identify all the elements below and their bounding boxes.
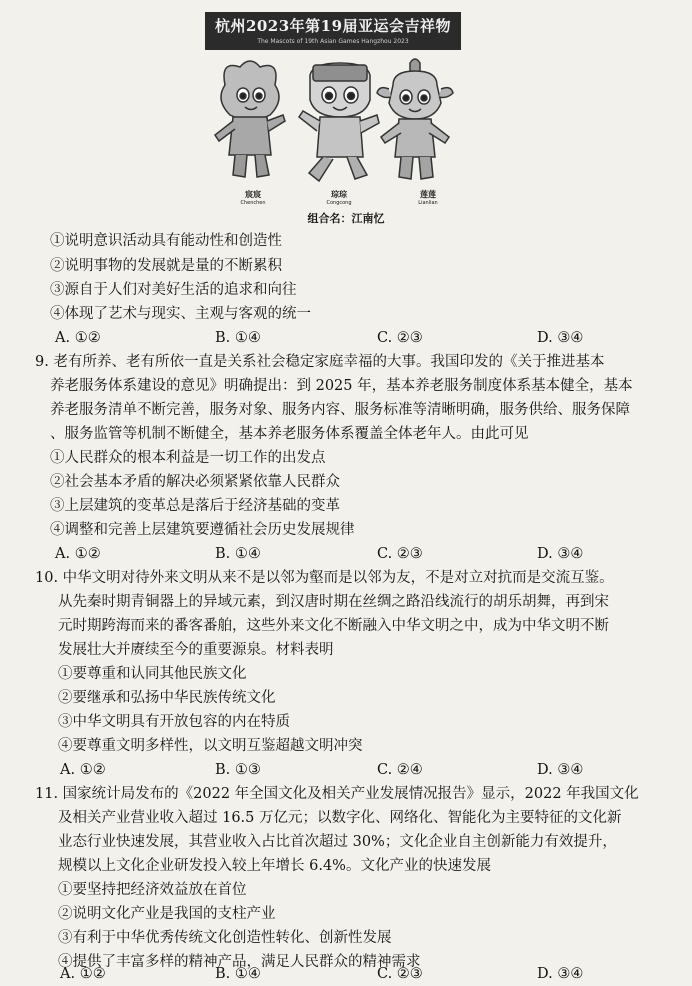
q10-statement-1: ①要尊重和认同其他民族文化	[58, 666, 247, 682]
q8-statement-4: ④体现了艺术与现实、主观与客观的统一	[50, 306, 311, 322]
q9-stem-line-2: 养老服务体系建设的意见》明确提出：到 2025 年，基本养老服务制度体系基本健全，基本	[50, 378, 633, 394]
q8-option-d: D. ③④	[537, 330, 584, 346]
q11-stem-line-1: 11. 国家统计局发布的《2022 年全国文化及相关产业发展情况报告》显示，2022 年我国文化	[35, 786, 639, 802]
q11-statement-1: ①要坚持把经济效益放在首位	[58, 882, 247, 898]
q9-stem-line-3: 养老服务清单不断完善，服务对象、服务内容、服务标准等清晰明确，服务供给、服务保障	[50, 402, 630, 418]
q9-statement-1: ①人民群众的根本利益是一切工作的出发点	[50, 450, 326, 466]
q10-statement-2: ②要继承和弘扬中华民族传统文化	[58, 690, 276, 706]
q11-stem-line-4: 规模以上文化企业研发投入较上年增长 6.4%。文化产业的快速发展	[58, 858, 491, 874]
mascot-label-congcong: 琮琮 Congcong	[326, 190, 352, 206]
mascot-banner	[205, 12, 461, 50]
q8-statement-2: ②说明事物的发展就是量的不断累积	[50, 258, 282, 274]
banner-subtitle: The Mascots of 19th Asian Games Hangzhou 2023	[257, 38, 409, 45]
q10-option-c: C. ②④	[377, 762, 423, 778]
q10-option-a: A. ①②	[60, 762, 106, 778]
q10-stem-line-4: 发展壮大并赓续至今的重要源泉。材料表明	[58, 642, 334, 658]
q11-statement-4: ④提供了丰富多样的精神产品，满足人民群众的精神需求	[58, 954, 421, 970]
banner-title: 杭州2023年第19届亚运会吉祥物	[214, 17, 452, 35]
q11-stem-line-3: 业态行业快速发展，其营业收入占比首次超过 30%；文化企业自主创新能力有效提升，	[58, 834, 617, 850]
q9-option-b: B. ①④	[215, 546, 261, 562]
q9-stem-line-4: 、服务监管等机制不断健全，基本养老服务体系覆盖全体老年人。由此可见	[50, 426, 529, 442]
q8-option-b: B. ①④	[215, 330, 261, 346]
q9-statement-2: ②社会基本矛盾的解决必须紧紧依靠人民群众	[50, 474, 340, 490]
q9-option-a: A. ①②	[55, 546, 101, 562]
q9-option-d: D. ③④	[537, 546, 584, 562]
q11-option-b: B. ①④	[215, 966, 261, 982]
q8-option-c: C. ②③	[377, 330, 423, 346]
q11-option-a: A. ①②	[60, 966, 106, 982]
q9-statement-4: ④调整和完善上层建筑要遵循社会历史发展规律	[50, 522, 355, 538]
q9-statement-3: ③上层建筑的变革总是落后于经济基础的变革	[50, 498, 340, 514]
q9-stem-line-1: 9. 老有所养、老有所依一直是关系社会稳定家庭幸福的大事。我国印发的《关于推进基本	[35, 354, 605, 370]
q10-option-b: B. ①③	[215, 762, 261, 778]
q11-option-d: D. ③④	[537, 966, 584, 982]
congcong-mascot-figure	[299, 63, 379, 181]
q8-option-a: A. ①②	[55, 330, 101, 346]
q10-stem-line-2: 从先秦时期青铜器上的异域元素，到汉唐时期在丝绸之路沿线流行的胡乐胡舞，再到宋	[58, 594, 609, 610]
q8-statement-1: ①说明意识活动具有能动性和创造性	[50, 233, 282, 249]
q10-stem-line-1: 10. 中华文明对待外来文明从来不是以邻为壑而是以邻为友，不是对立对抗而是交流互鉴。	[35, 570, 614, 586]
q8-statement-3: ③源自于人们对美好生活的追求和向往	[50, 282, 297, 298]
mascot-illustration	[205, 55, 475, 205]
q11-stem-line-2: 及相关产业营业收入超过 16.5 万亿元；以数字化、网络化、智能化为主要特征的文化新	[58, 810, 622, 826]
q9-option-c: C. ②③	[377, 546, 423, 562]
q10-option-d: D. ③④	[537, 762, 584, 778]
q11-statement-2: ②说明文化产业是我国的支柱产业	[58, 906, 276, 922]
q11-statement-3: ③有利于中华优秀传统文化创造性转化、创新性发展	[58, 930, 392, 946]
chenchen-mascot-figure	[215, 61, 285, 177]
q10-statement-3: ③中华文明具有开放包容的内在特质	[58, 714, 290, 730]
lianlian-mascot-figure	[377, 59, 453, 179]
q10-statement-4: ④要尊重文明多样性，以文明互鉴超越文明冲突	[58, 738, 363, 754]
q11-option-c: C. ②③	[377, 966, 423, 982]
q10-stem-line-3: 元时期跨海而来的番客番舶，这些外来文化不断融入中华文明之中，成为中华文明不断	[58, 618, 609, 634]
mascot-caption: 组合名：江南忆	[307, 212, 385, 225]
mascot-label-lianlian: 莲莲 Lianlian	[418, 190, 438, 206]
mascot-label-chenchen: 宸宸 Chenchen	[240, 190, 266, 206]
